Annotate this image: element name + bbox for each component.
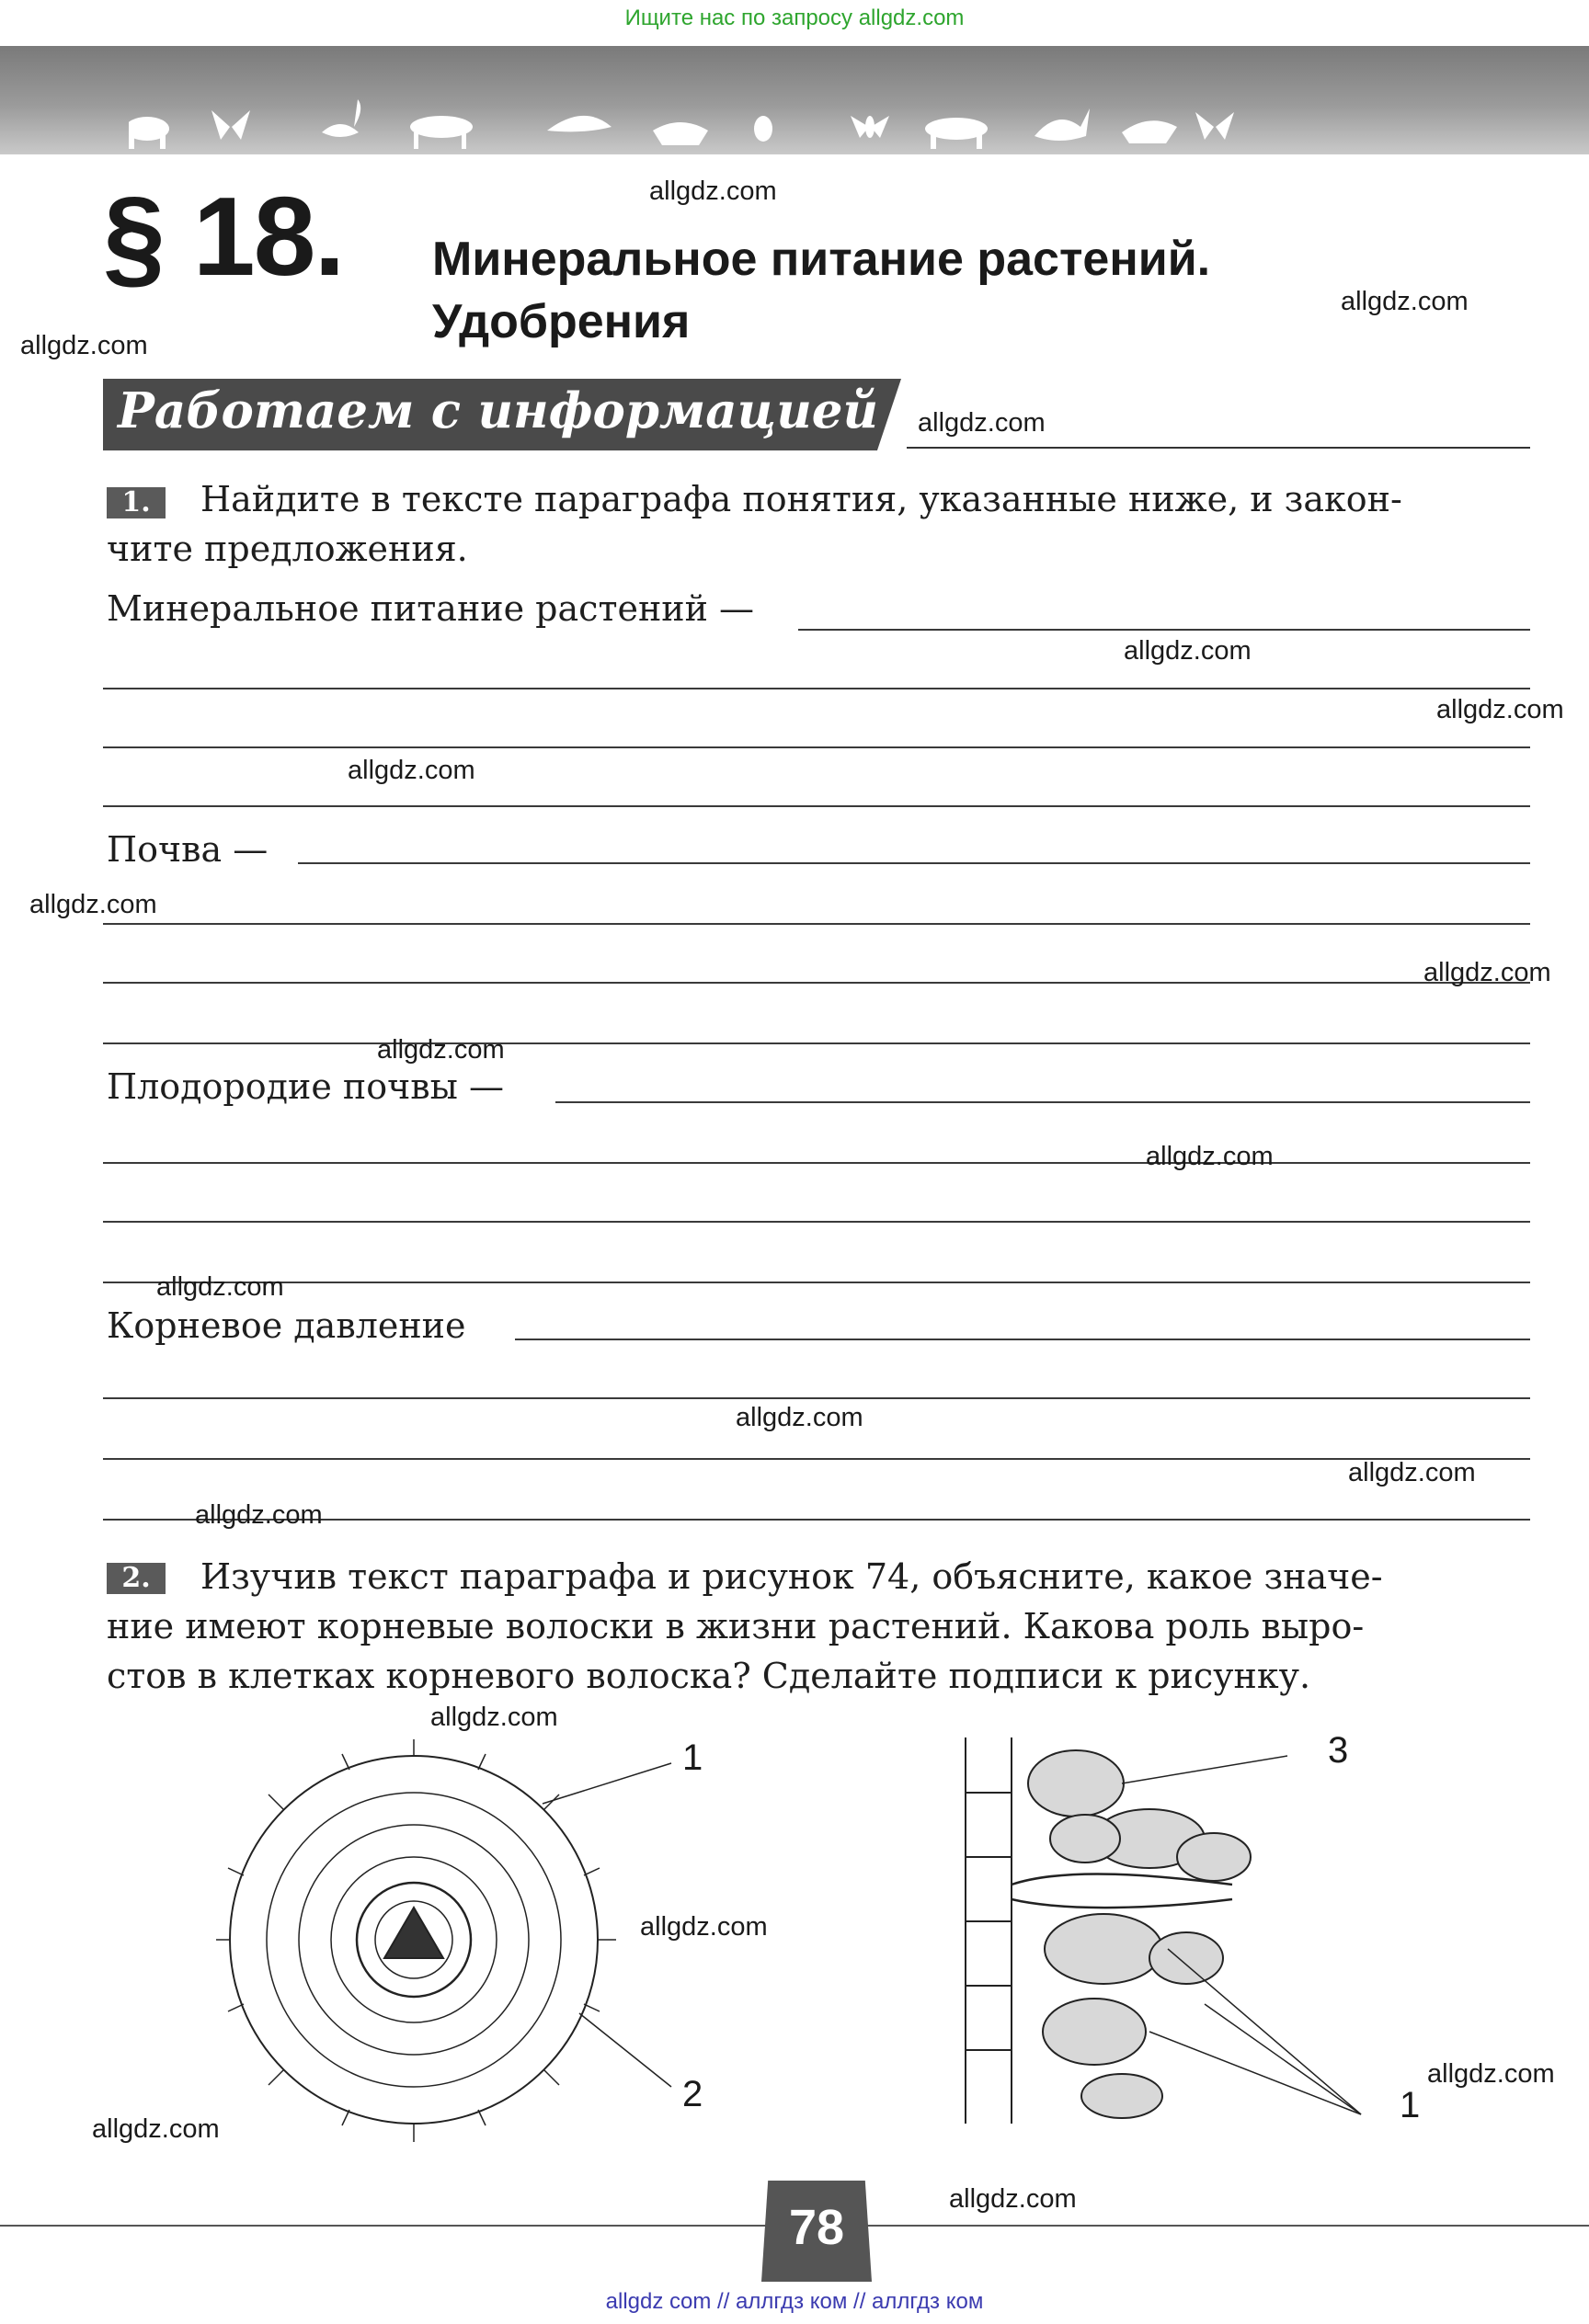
term-mineral-nutrition: Минеральное питание растений — — [107, 588, 755, 629]
watermark: allgdz.com — [918, 408, 1046, 438]
figure-label-left-2: 2 — [682, 2074, 703, 2114]
watermark: allgdz.com — [377, 1035, 505, 1065]
watermark: allgdz.com — [1348, 1458, 1476, 1487]
figure-label-left-1: 1 — [682, 1737, 703, 1778]
answer-line[interactable] — [515, 1339, 1530, 1340]
watermark: allgdz.com — [1341, 287, 1469, 316]
watermark: allgdz.com — [92, 2114, 220, 2144]
watermark: allgdz.com — [29, 890, 157, 919]
answer-line[interactable] — [103, 746, 1530, 748]
figure-label-right-1: 1 — [1400, 2085, 1421, 2125]
answer-line[interactable] — [103, 1458, 1530, 1460]
answer-line[interactable] — [103, 688, 1530, 689]
answer-line[interactable] — [103, 1162, 1530, 1164]
section-title-line2: Удобрения — [432, 295, 691, 348]
answer-line[interactable] — [298, 862, 1530, 864]
answer-line[interactable] — [103, 805, 1530, 807]
root-hair-soil-figure — [938, 1728, 1416, 2133]
task2-text-line3: стов в клетках корневого волоска? Сделайте подписи к рисунку. — [107, 1656, 1311, 1696]
answer-line[interactable] — [103, 1042, 1530, 1044]
watermark: allgdz.com — [1124, 636, 1252, 666]
term-soil-fertility: Плодородие почвы — — [107, 1066, 504, 1107]
term-root-pressure: Корневое давление — [107, 1305, 466, 1346]
animal-silhouettes-icon — [129, 99, 1508, 154]
answer-line[interactable] — [103, 982, 1530, 984]
task2-number: 2. — [107, 1563, 166, 1594]
watermark: allgdz.com — [1436, 695, 1564, 724]
answer-line[interactable] — [103, 1282, 1530, 1283]
answer-line[interactable] — [103, 1221, 1530, 1223]
bottom-note: allgdz com // аллгдз ком // аллгдз ком — [605, 2289, 984, 2314]
watermark: allgdz.com — [1423, 958, 1551, 987]
term-soil: Почва — — [107, 829, 269, 870]
task1-text-line2: чите предложения. — [107, 529, 468, 569]
task1-number: 1. — [107, 487, 166, 518]
answer-line[interactable] — [103, 923, 1530, 925]
page-number: 78 — [788, 2200, 845, 2255]
watermark: allgdz.com — [736, 1403, 863, 1432]
watermark: allgdz.com — [949, 2184, 1077, 2214]
root-cross-section-figure — [211, 1737, 708, 2160]
section-title-line1: Минеральное питание растений. — [432, 233, 1211, 286]
top-note: Ищите нас по запросу allgdz.com — [624, 6, 965, 30]
answer-line[interactable] — [103, 1397, 1530, 1399]
figure-label-right-3: 3 — [1328, 1730, 1349, 1771]
banner-heading: Работаем с информацией — [118, 382, 878, 439]
task2-text-line1: Изучив текст параграфа и рисунок 74, объясните, какое значе- — [200, 1556, 1383, 1597]
section-number: § 18. — [103, 174, 344, 299]
task2-text-line2: ние имеют корневые волоски в жизни растений. Какова роль выро- — [107, 1606, 1365, 1646]
watermark: allgdz.com — [348, 756, 475, 785]
answer-line[interactable] — [798, 629, 1530, 631]
watermark: allgdz.com — [1146, 1142, 1274, 1171]
watermark: allgdz.com — [430, 1703, 558, 1732]
answer-line[interactable] — [555, 1101, 1530, 1103]
watermark: allgdz.com — [195, 1500, 323, 1530]
watermark: allgdz.com — [156, 1272, 284, 1302]
banner-rule — [907, 447, 1530, 449]
task1-text-line1: Найдите в тексте параграфа понятия, указанные ниже, и закон- — [200, 479, 1402, 519]
watermark: allgdz.com — [1427, 2059, 1555, 2089]
watermark: allgdz.com — [20, 331, 148, 360]
watermark: allgdz.com — [640, 1912, 768, 1942]
section-title — [432, 228, 1210, 353]
watermark: allgdz.com — [649, 177, 777, 206]
